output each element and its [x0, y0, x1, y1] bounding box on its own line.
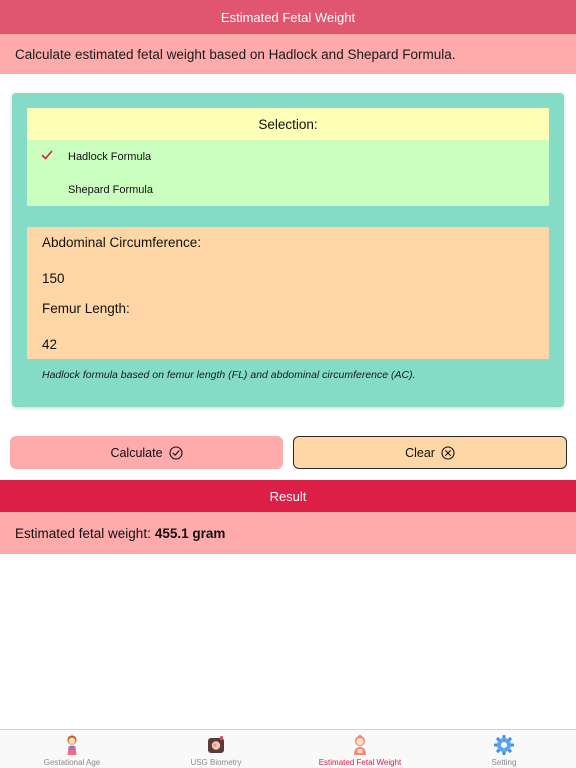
abdominal-circumference-label: Abdominal Circumference: [42, 235, 202, 250]
page-title: Estimated Fetal Weight [220, 9, 356, 25]
input-card [12, 93, 564, 407]
tab-estimated-fetal-weight-label: Estimated Fetal Weight [318, 758, 402, 767]
formula-note: Hadlock formula based on femur length (FL) and abdominal circumference (AC). [42, 369, 416, 381]
option-hadlock[interactable] [27, 140, 549, 173]
tab-setting-label: Setting [491, 758, 517, 767]
selection-header: Selection: [27, 108, 549, 140]
result-band [0, 512, 576, 554]
clear-label: Clear [405, 445, 435, 460]
girl-icon [61, 734, 83, 756]
result-header: Result [0, 480, 576, 512]
tab-usg-biometry-label: USG Biometry [190, 758, 242, 767]
option-shepard-label: Shepard Formula [68, 183, 153, 196]
clear-button[interactable] [293, 436, 567, 469]
femur-length-input[interactable] [42, 334, 522, 354]
result-value: 455.1 gram [154, 525, 226, 541]
description-band [0, 34, 576, 74]
calculate-label: Calculate [110, 445, 163, 460]
tab-usg-biometry[interactable] [144, 730, 288, 768]
tab-estimated-fetal-weight[interactable] [288, 730, 432, 768]
gear-icon [493, 734, 515, 756]
checkmark-icon [41, 149, 55, 163]
description-text: Calculate estimated fetal weight based on Hadlock and Shepard Formula. [15, 46, 456, 62]
measurement-inputs [27, 227, 549, 359]
formula-options [27, 140, 549, 206]
navigation-bar [0, 0, 576, 34]
option-shepard[interactable] [27, 173, 549, 206]
ultrasound-icon [205, 734, 227, 756]
abdominal-circumference-input[interactable] [42, 268, 522, 288]
tab-setting[interactable] [432, 730, 576, 768]
femur-length-label: Femur Length: [42, 301, 130, 316]
tab-gestational-age-label: Gestational Age [43, 758, 101, 767]
calculate-button[interactable] [10, 436, 283, 469]
result-label: Estimated fetal weight: [15, 525, 151, 541]
baby-icon [349, 734, 371, 756]
close-circle-icon [441, 446, 455, 460]
tab-bar [0, 729, 576, 768]
check-circle-icon [169, 446, 183, 460]
tab-gestational-age[interactable] [0, 730, 144, 768]
option-hadlock-label: Hadlock Formula [68, 150, 152, 163]
